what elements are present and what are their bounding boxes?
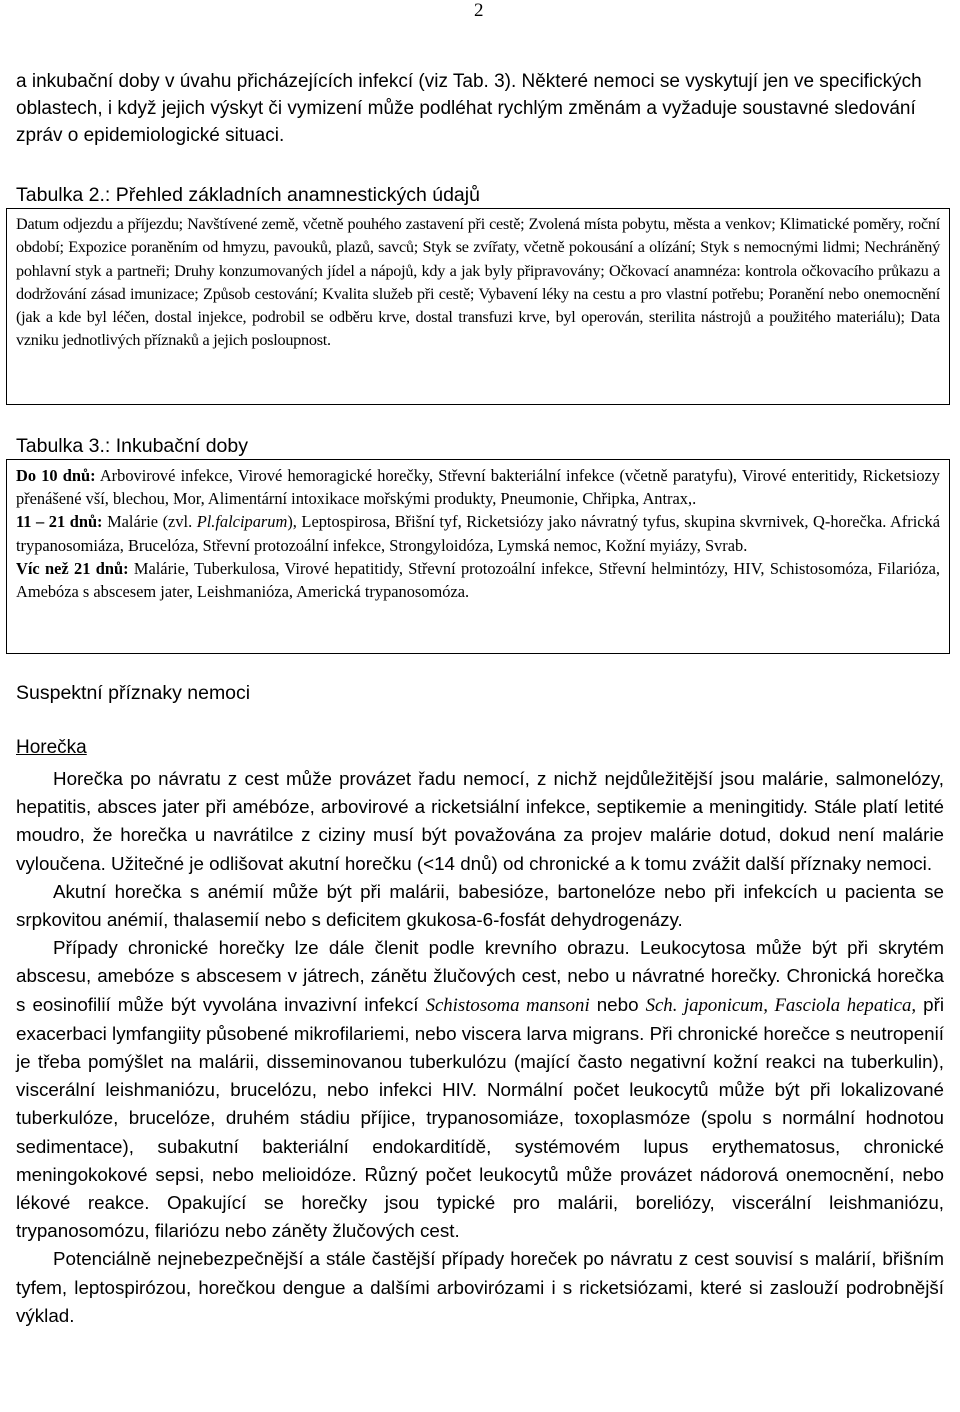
paragraph-text: Případy chronické horečky lze dále členit podle krevního obrazu. Leukocytosa může být při skrytém abscesu, amebóze s abscesem v játrech, zánětu žlučových cest, nebo u návratné horečky. Chronická horečka s eosinofilií může být vyvolána invazivní infekcí: [16, 937, 944, 1015]
paragraph: Horečka po návratu z cest může provázet řadu nemocí, z nichž nejdůležitější jsou malárie, salmonelózy, hepatitis, absces jater při amébóze, arbovirové a ricketsiální infekce, septikemie a meningitidy. Stále platí letité moudro, že horečka u navrátilce z ciziny musí být považována za projev malárie dotud, dokud není malárie vyloučena. Užitečné je odlišovat akutní horečku (<14 dnů) od chronické a k tomu zvážit další příznaky nemoci.: [16, 768, 944, 874]
table3-row-label: Do 10 dnů:: [16, 466, 96, 485]
subsection-title: Horečka: [16, 737, 87, 758]
table3-row-italic: Pl.falciparum: [196, 512, 288, 532]
intro-paragraph: a inkubační doby v úvahu přicházejících infekcí (viz Tab. 3). Některé nemoci se vyskytují jen ve specifických oblastech, i když jejich výskyt či vymizení může podléhat rychlým změnám a vyžaduje soustavné sledování zpráv o epidemiologické situaci.: [16, 71, 922, 146]
table3-title: Tabulka 3.: Inkubační doby: [16, 435, 248, 457]
table2-title: Tabulka 2.: Přehled základních anamnestických údajů: [16, 184, 480, 206]
table3-row-text: Malárie (zvl.: [102, 512, 197, 532]
paragraph: Akutní horečka s anémií může být při malárii, babesióze, bartonelóze nebo při infekcích u pacienta se srpkovitou anémií, thalasemií nebo s deficitem gkukosa-6-fosfát dehydrogenázy.: [16, 880, 944, 931]
paragraph-text: při exacerbaci lymfangiity působené mikrofilariemi, nebo viscera larva migrans. Při chronické horečce s neutropenií je třeba pomýšlet na malárii, disseminovanou tuberkulózu (mající často negativní kožní reakci na tuberkulin), viscerální leishmaniózu, brucelózu, nebo infekci HIV. Normální počet leukocytů může být při lokalizované tuberkulóze, brucelóze, druhém stádiu příjice, trypanosomiáze, toxoplasmóze (spolu s normální hodnotou sedimentace), subakutní bakteriální endokarditídě, systémovém lupus erythematosus, chronické meningokokové sepsi, nebo melioidóze. Různý počet leukocytů může provázet nádorová onemocnění, nebo lékové reakce. Opakující se horečky jsou typické pro malárii, boreliózy, viscerální leishmaniózu, trypanosomózu, filariózu nebo záněty žlučových cest.: [16, 993, 945, 1242]
table3-row: [16, 510, 940, 556]
body-text: [16, 765, 944, 1330]
table3-row-text: Arbovirové infekce, Virové hemoragické horečky, Střevní bakteriální infekce (včetně paratyfu), Virové enteritidy, Ricketsiozy přenášené vší, blechou, Mor, Alimentární intoxikace mořskými produkty, Pneumonie, Chřipka, Antrax,.: [16, 466, 940, 509]
paragraph: [16, 934, 944, 1245]
section-title: Suspektní příznaky nemoci: [16, 682, 251, 704]
table3-row-label: Víc než 21 dnů:: [16, 558, 129, 578]
table3-row: [16, 464, 940, 510]
table3-row-text: Malárie, Tuberkulosa, Virové hepatitidy, Střevní protozoální infekce, Střevní helmintózy, HIV, Schistosomóza, Filarióza, Amebóza s abscesem jater, Leishmanióza, Americká trypanosomóza.: [16, 558, 940, 602]
paragraph-text: nebo: [589, 993, 646, 1015]
table2-box: [6, 208, 950, 405]
table3-row-label: 11 – 21 dnů:: [16, 512, 103, 532]
table3-row: [16, 557, 940, 603]
table2-content: Datum odjezdu a příjezdu; Navštívené země, včetně pouhého zastavení při cestě; Zvolená místa pobytu, města a venkov; Klimatické poměry, roční období; Expozice poraněním od hmyzu, pavouků, plazů, savců; Styk se zvířaty, včetně pokousání a olízání; Styk s nemocnými lidmi; Nechráněný pohlavní styk a partneři; Druhy konzumovaných jídel a nápojů, kdy a jak byly připravovány; Očkovací anamnéza: kontrola očkovacího průkazu a dodržování zásad imunizace; Způsob cestování; Kvalita služeb při cestě; Vybavení léky na cestu a pro vlastní potřebu; Poranění nebo onemocnění (jak a kde byl léčen, dostal injekce, podrobil se odběru krve, dostal transfuzi krve, byl operován, sterilita nástrojů a použitého materiálu); Data vzniku jednotlivých příznaků a jejich posloupnost.: [16, 215, 940, 350]
paragraph: Potenciálně nejnebezpečnější a stále častější případy horeček po návratu z cest souvisí s malárií, břišním tyfem, leptospirózou, horečkou dengue a dalšími arbovirózami i s ricketsiózami, které si zaslouží podrobnější výklad.: [16, 1248, 944, 1326]
italic-taxon: Sch. japonicum, Fasciola hepatica,: [645, 994, 917, 1016]
table3-box: [6, 459, 950, 654]
italic-taxon: Schistosoma mansoni: [425, 994, 590, 1016]
page-number: 2: [474, 0, 484, 21]
table3-row-text: ), Leptospirosa, Břišní tyf, Ricketsiózy jako návratný tyfus, skupina skvrnivek, Q-horečka. Africká trypanosomiáza, Brucelóza, Střevní protozoální infekce, Strongyloidóza, Lymská nemoc, Kožní myiázy, Svrab.: [16, 512, 941, 555]
